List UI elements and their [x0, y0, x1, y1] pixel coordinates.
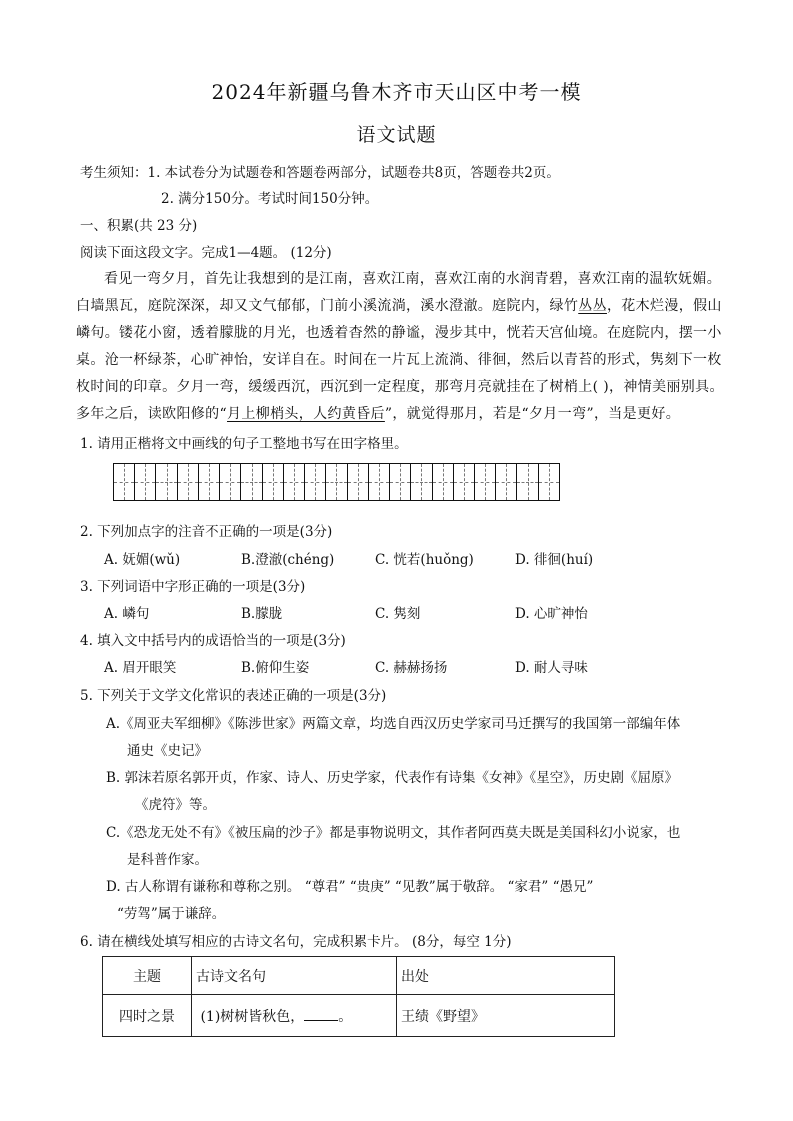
exam-title: 2024年新疆乌鲁木齐市天山区中考一模 — [211, 80, 582, 104]
reading-instruction: 阅读下面这段文字。完成1—4题。 (12分) — [80, 245, 332, 261]
accumulation-card-table — [102, 956, 615, 1037]
q5-option-a-line-2: 通史《史记》 — [127, 743, 208, 759]
q2-option-d[interactable]: D. 徘徊(huí) — [515, 552, 594, 568]
notice-line-2: 2. 满分150分。考试时间150分钟。 — [161, 191, 379, 207]
tianzige-writing-grid[interactable] — [113, 463, 560, 501]
q5-option-c-line-1[interactable]: C.《恐龙无处不有》《被压扁的沙子》都是事物说明文，其作者阿西莫夫既是美国科幻小说家，也 — [106, 825, 681, 841]
q3-option-b[interactable]: B.朦胧 — [241, 606, 283, 622]
row1-source: 王绩《野望》 — [397, 995, 615, 1037]
q2-option-a[interactable]: A. 妩媚(wǔ) — [104, 552, 181, 568]
exam-subtitle: 语文试题 — [356, 124, 437, 146]
q4-option-a[interactable]: A. 眉开眼笑 — [104, 660, 177, 676]
row1-theme: 四时之景 — [103, 995, 192, 1037]
section-heading: 一、积累(共 23 分) — [80, 218, 198, 234]
table-header-row — [103, 957, 615, 995]
q5-option-a-line-1[interactable]: A.《周亚夫军细柳》《陈涉世家》两篇文章，均选自西汉历史学家司马迁撰写的我国第一部编年体 — [106, 716, 681, 732]
row1-quote: (1)树树皆秋色， 。 — [192, 995, 397, 1037]
q4-option-d[interactable]: D. 耐人寻味 — [515, 660, 588, 676]
q3-option-c[interactable]: C. 隽刻 — [375, 606, 421, 622]
q4-option-b[interactable]: B.俯仰生姿 — [241, 660, 310, 676]
passage-line-2: 白墙黑瓦，庭院深深，却又文气郁郁，门前小溪流淌，溪水澄澈。庭院内，绿竹丛丛，花木烂漫，假山 — [76, 298, 722, 314]
q2-option-b[interactable]: B.澄澈(chéng) — [241, 552, 335, 568]
question-6: 6. 请在横线处填写相应的古诗文名句，完成积累卡片。 (8分，每空 1分) — [80, 934, 512, 950]
q5-option-b-line-2: 《虎符》等。 — [135, 797, 216, 813]
q2-option-c[interactable]: C. 恍若(huǒng) — [375, 552, 474, 568]
q3-option-a[interactable]: A. 嶙句 — [104, 606, 150, 622]
question-2: 2. 下列加点字的注音不正确的一项是(3分) — [80, 524, 333, 540]
q4-option-c[interactable]: C. 赫赫扬扬 — [375, 660, 448, 676]
question-3: 3. 下列词语中字形正确的一项是(3分) — [80, 579, 306, 595]
underlined-sentence: 月上柳梢头，人约黄昏后 — [227, 406, 385, 422]
passage-line-5: 枚时间的印章。夕月一弯，缓缓西沉，西沉到一定程度，那弯月亮就挂在了树梢上( )，神情美丽别具。 — [76, 379, 724, 395]
q5-option-b-line-1[interactable]: B. 郭沫若原名郭开贞，作家、诗人、历史学家，代表作有诗集《女神》《星空》，历史剧《屈原》 — [106, 770, 679, 786]
question-5: 5. 下列关于文学文化常识的表述正确的一项是(3分) — [80, 688, 387, 704]
q5-option-d-line-2: “劳驾”属于谦辞。 — [117, 906, 226, 922]
passage-line-3: 嶙句。镂花小窗，透着朦胧的月光，也透着杳然的静谧，漫步其中，恍若天宫仙境。在庭院内，摆一小 — [76, 325, 722, 341]
header-theme: 主题 — [103, 957, 192, 995]
question-4: 4. 填入文中括号内的成语恰当的一项是(3分) — [80, 633, 346, 649]
notice-line-1: 考生须知：1. 本试卷分为试题卷和答题卷两部分，试题卷共8页，答题卷共2页。 — [80, 165, 560, 181]
header-quote: 古诗文名句 — [192, 957, 397, 995]
header-source: 出处 — [397, 957, 615, 995]
passage-line-6: 多年之后，读欧阳修的“月上柳梢头，人约黄昏后”，就觉得那月，若是“夕月一弯”，当是更好。 — [76, 406, 681, 422]
answer-blank[interactable] — [304, 1008, 338, 1021]
question-1: 1. 请用正楷将文中画线的句子工整地书写在田字格里。 — [80, 436, 408, 452]
q3-option-d[interactable]: D. 心旷神怡 — [515, 606, 588, 622]
q5-option-c-line-2: 是科普作家。 — [127, 852, 208, 868]
q5-option-d-line-1[interactable]: D. 古人称谓有谦称和尊称之别。 “尊君” “贵庚” “见教”属于敬辞。 “家君” “愚兄” — [106, 879, 594, 895]
passage-line-1: 看见一弯夕月，首先让我想到的是江南，喜欢江南，喜欢江南的水润青碧，喜欢江南的温软妩媚。 — [104, 271, 722, 287]
passage-line-4: 桌。沧一杯绿茶，心旷神怡，安详自在。时间在一片瓦上流淌、徘徊，然后以青苔的形式，隽刻下一枚 — [76, 352, 722, 368]
table-row — [103, 995, 615, 1037]
underlined-word: 丛丛 — [578, 298, 607, 314]
